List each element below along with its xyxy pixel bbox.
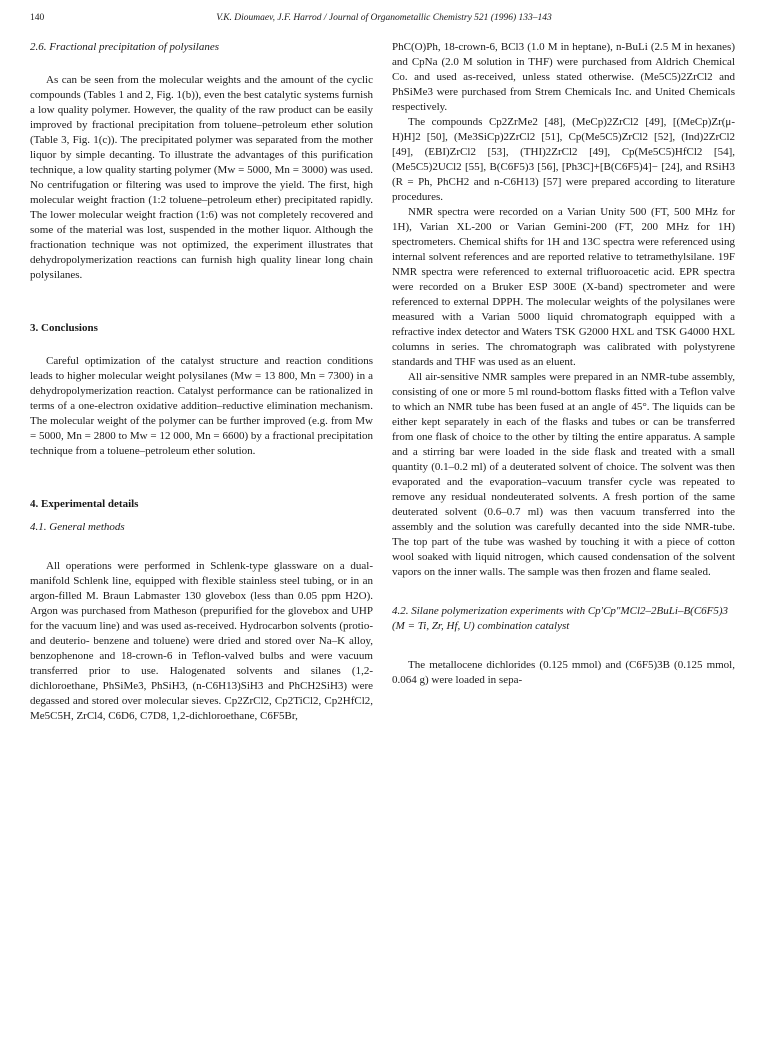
section-2-6-title: 2.6. Fractional precipitation of polysilanes	[30, 41, 220, 53]
section-2-6-paragraph: As can be seen from the molecular weights and the amount of the cyclic compounds (Tables 1 and 2, Fig. 1(b)), even the best catalytic systems furnish a low quality polymer. However, the quality of the raw product can be easily improved by fractional precipitation from toluene–petroleum ether solution (Table 3, Fig. 1(c)). The precipitated polymer was separated from the mother liquor by simple decanting. To illustrate the advantages of this purification technique, a low quality starting polymer (Mw = 5000, Mn = 3000) was used. No centrifugation or filtering was used to improve the yield. The first, high molecular weight fraction (1:2 toluene–petroleum ether) precipitated rapidly. The lower molecular weight fraction (1:6) was not completely recovered and some of the material was lost, suspended in the mother liquor. Although the fractionation technique was not optimized, the experiment illustrates that dehydropolymerization reactions can furnish high quality linear long chain polysilanes.	[30, 74, 373, 281]
paragraph-compounds: The compounds Cp2ZrMe2 [48], (MeCp)2ZrCl2 [49], [(MeCp)Zr(μ-H)H]2 [50], (Me3SiCp)2ZrCl2 [51], Cp(Me5C5)ZrCl2 [52], (Ind)2ZrCl2 [49], (EBI)ZrCl2 [53], (THI)2ZrCl2 [49], Cp(Me5C5)HfCl2 [54], (Me5C5)2UCl2 [55], B(C6F5)3 [56], [Ph3C]+[B(C6F5)4]− [24], and RSiH3 (R = Ph, PhCH2 and n-C6H13) [57] were prepared according to literature procedures.	[392, 116, 735, 203]
section-3-title: 3. Conclusions	[30, 322, 98, 334]
section-4-title: 4. Experimental details	[30, 498, 139, 510]
right-column	[392, 40, 735, 688]
page-number: 140	[30, 13, 45, 23]
paragraph-continued: PhC(O)Ph, 18-crown-6, BCl3 (1.0 M in heptane), n-BuLi (2.5 M in hexanes) and CpNa (2.0 M solution in THF) were purchased from Aldrich Chemical Co. and used as-received, unless stated otherwise. (Me5C5)2ZrCl2 and PhSiMe3 were purchased from Strem Chemicals Inc. and United Chemicals respectively.	[392, 41, 735, 113]
running-head: V.K. Dioumaev, J.F. Harrod / Journal of Organometallic Chemistry 521 (1996) 133–143	[216, 13, 552, 23]
section-4-1-title: 4.1. General methods	[30, 521, 125, 533]
left-column	[30, 40, 373, 724]
section-3-paragraph: Careful optimization of the catalyst structure and reaction conditions leads to higher molecular weight polysilanes (Mw = 13 800, Mn = 7300) in a dehydropolymerization reaction. Catalyst performance can be rationalized in terms of a one-electron oxidative addition–reductive elimination mechanism. The molecular weight of the polymer can be further improved (e.g. from Mw = 5000, Mn = 2800 to Mw = 12 000, Mn = 6600) by a fractional precipitation technique from a toluene–petroleum ether solution.	[30, 355, 373, 457]
section-4-1-paragraph: All operations were performed in Schlenk-type glassware on a dual-manifold Schlenk line, equipped with flexible stainless steel tubing, or in an argon-filled M. Braun Labmaster 130 glovebox (less than 0.05 ppm H2O). Argon was purchased from Matheson (prepurified for the glovebox and UHP for the vacuum line) and was used as-received. Hydrocarbon solvents (protio- and deuterio- benzene and toluene) were dried and stored over Na–K alloy, benzophenone and 18-crown-6 in Teflon-valved bulbs and were vacuum transferred prior to use. Halogenated solvents and silanes (1,2-dichloroethane, PhSiMe3, PhSiH3, (n-C6H13)SiH3 and PhCH2SiH3) were degassed and stored over molecular sieves. Cp2ZrCl2, Cp2TiCl2, Cp2HfCl2, Me5C5H, ZrCl4, C6D6, C7D8, 1,2-dichloroethane, C6F5Br,	[30, 560, 373, 722]
paragraph-air-sensitive: All air-sensitive NMR samples were prepared in an NMR-tube assembly, consisting of one or more 5 ml round-bottom flasks fitted with a Teflon valve to which an NMR tube has been fused at an angle of 45°. The liquids can be either kept separately in each of the flasks and tubes or can be transferred from one flask of choice to the other by tilting the entire apparatus. A sample and a stirring bar were loaded in the side flask and treated with a small quantity (0.1–0.2 ml) of a deuterated solvent of choice. The solvent was then evaporated and the evaporation–vacuum transfer cycle was repeated to remove any residual nondeuterated solvents. A fresh portion of the same deuterated solvent (0.6–0.7 ml) was then vacuum transferred into the assembly and the solution was carefully decanted into the side NMR-tube. The top part of the tube was washed by touching it with a piece of cotton wool soaked with liquid nitrogen, which caused condensation of the solvent vapors on the inner walls. The sample was then frozen and flame sealed.	[392, 371, 735, 578]
page-header	[30, 13, 738, 29]
paragraph-nmr: NMR spectra were recorded on a Varian Unity 500 (FT, 500 MHz for 1H), Varian XL-200 or Varian Gemini-200 (FT, 200 MHz for 1H) spectrometers. Chemical shifts for 1H and 13C spectra were referenced using internal solvent references and are reported relative to tetramethylsilane. 19F NMR spectra were referenced to external trifluoroacetic acid. EPR spectra were recorded on a Bruker ESP 300E (X-band) spectrometer and were referenced to external DPPH. The molecular weights of the polysilanes were measured with a Varian 5000 liquid chromatograph equipped with a refractive index detector and Waters TSK G2000 HXL and TSK G4000 HXL columns in series. The chromatograph was calibrated with polystyrene standards and THF was used as an eluent.	[392, 206, 735, 368]
paragraph-metallocene: The metallocene dichlorides (0.125 mmol) and (C6F5)3B (0.125 mmol, 0.064 g) were loaded in sepa-	[392, 659, 735, 686]
section-4-2-title: 4.2. Silane polymerization experiments with Cp′Cp″MCl2–2BuLi–B(C6F5)3 (M = Ti, Zr, Hf, U) combination catalyst	[392, 605, 729, 632]
